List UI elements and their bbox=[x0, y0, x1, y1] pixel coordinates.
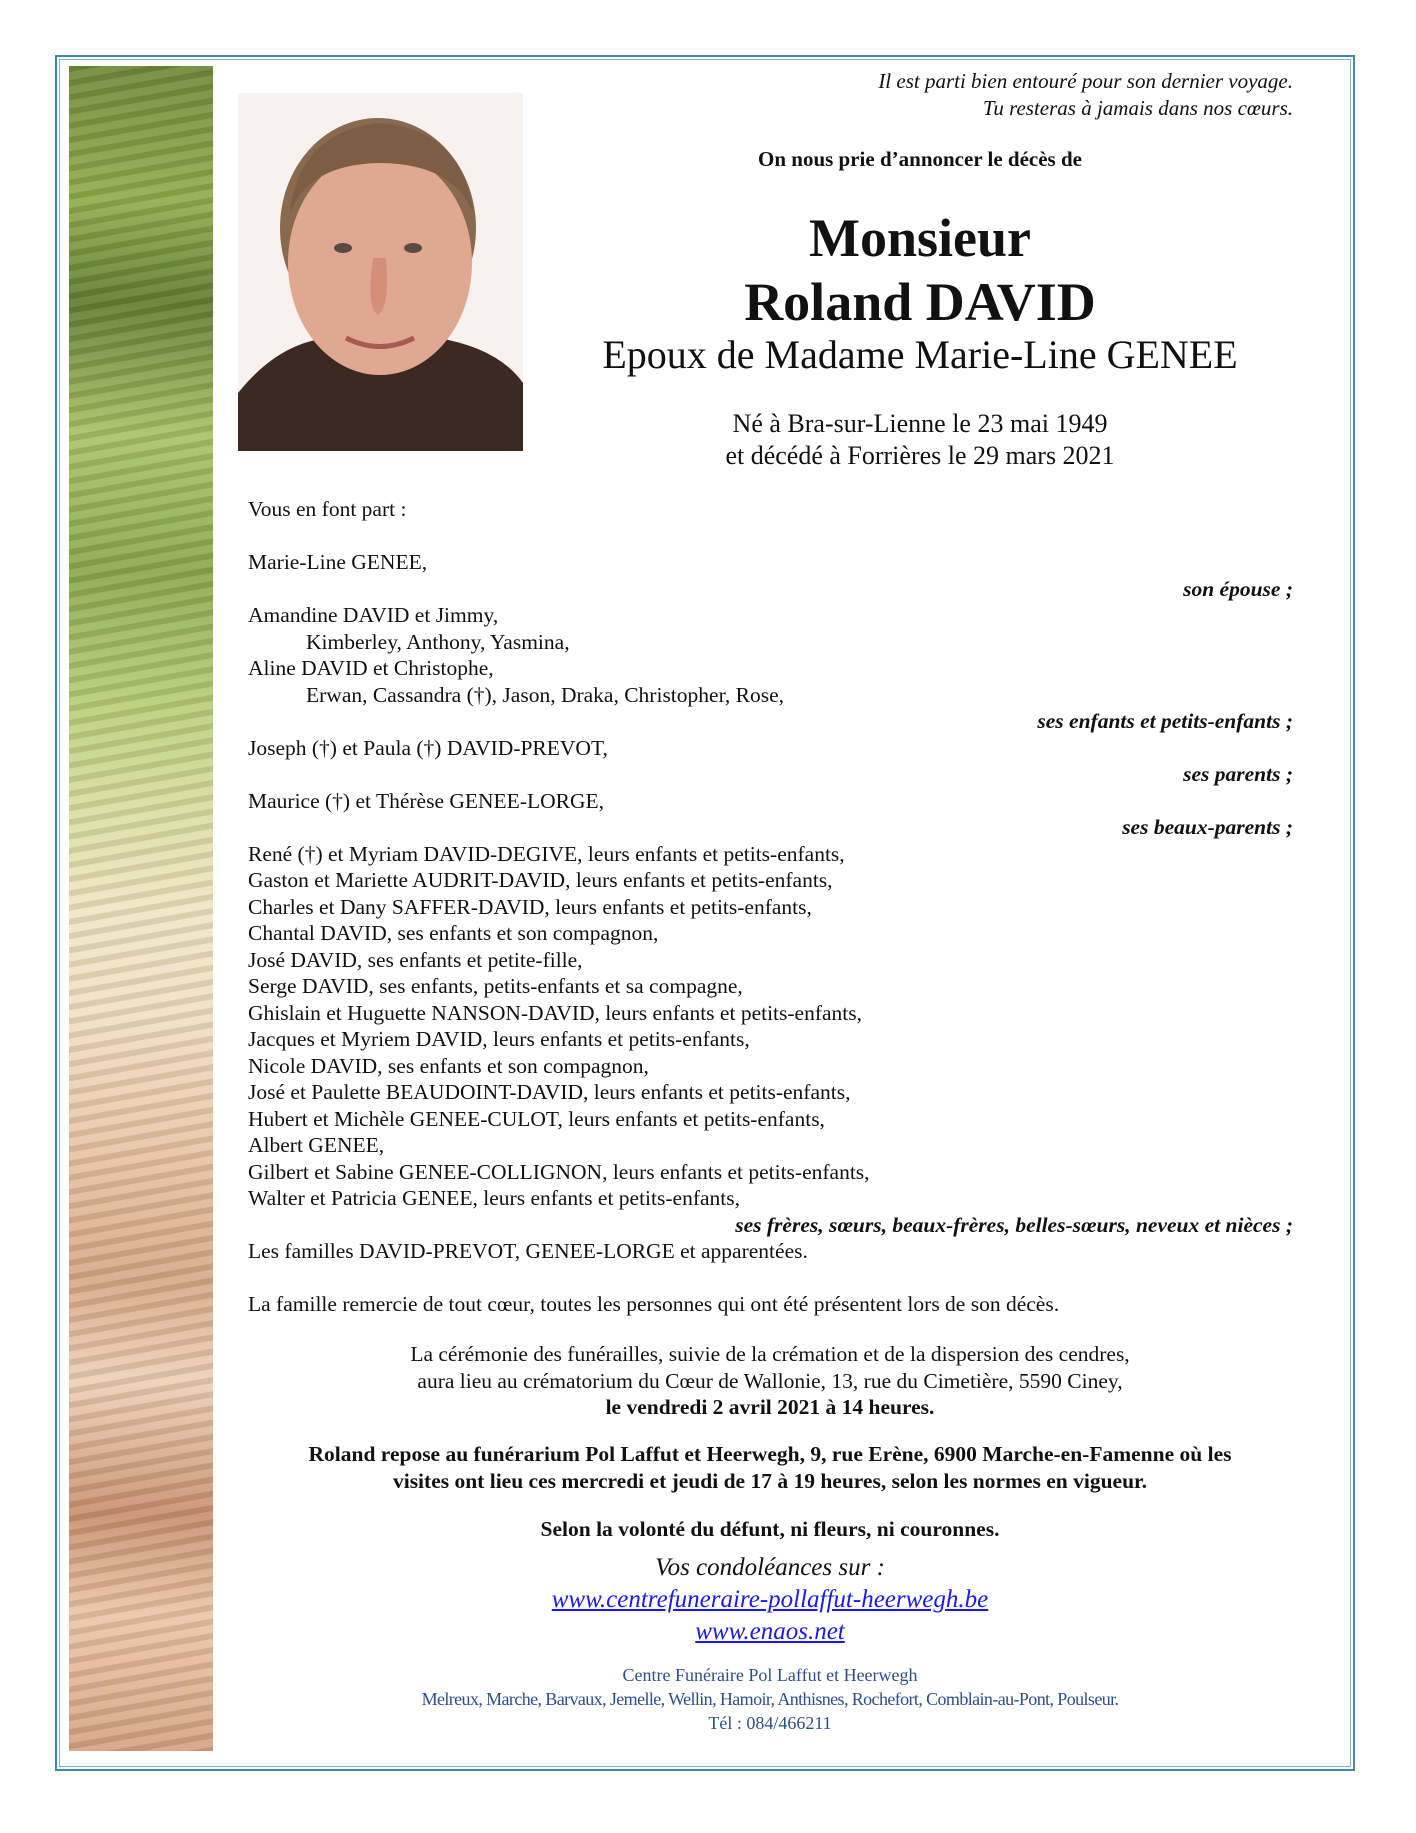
flowers-wish: Selon la volonté du défunt, ni fleurs, ni couronnes. bbox=[540, 1517, 1000, 1541]
condolences-label: Vos condoléances sur : bbox=[655, 1554, 885, 1581]
announcement-intro: On nous prie d’annoncer le décès de bbox=[758, 147, 1082, 171]
relationship-label: ses enfants et petits-enfants ; bbox=[1037, 709, 1293, 733]
family-line: José DAVID, ses enfants et petite-fille, bbox=[248, 947, 583, 972]
enaos-link[interactable]: www.enaos.net bbox=[695, 1618, 845, 1645]
visitation-info bbox=[170, 1441, 1370, 1494]
death-line: et décédé à Forrières le 29 mars 2021 bbox=[725, 441, 1115, 470]
family-line: Erwan, Cassandra (†), Jason, Draka, Christopher, Rose, bbox=[306, 682, 784, 707]
family-line: José et Paulette BEAUDOINT-DAVID, leurs enfants et petits-enfants, bbox=[248, 1080, 851, 1104]
family-line: Gilbert et Sabine GENEE-COLLIGNON, leurs enfants et petits-enfants, bbox=[248, 1159, 870, 1184]
funeral-home-footer bbox=[200, 1663, 1340, 1735]
condolences-section bbox=[200, 1552, 1340, 1648]
epitaph-quote bbox=[878, 68, 1293, 122]
ceremony-date: le vendredi 2 avril 2021 à 14 heures. bbox=[605, 1395, 935, 1419]
relationship-label: ses beaux-parents ; bbox=[1122, 815, 1293, 839]
family-line: Kimberley, Anthony, Yasmina, bbox=[306, 629, 570, 654]
family-line: Walter et Patricia GENEE, leurs enfants et petits-enfants, bbox=[248, 1186, 740, 1210]
family-list bbox=[248, 496, 1293, 1318]
deceased-portrait-photo bbox=[238, 93, 523, 451]
family-line: Les familles DAVID-PREVOT, GENEE-LORGE et apparentées. bbox=[248, 1239, 808, 1263]
visitation-line: visites ont lieu ces mercredi et jeudi de 17 à 19 heures, selon les normes en vigueur. bbox=[392, 1468, 1148, 1493]
family-line bbox=[248, 1265, 1293, 1292]
family-line: Joseph (†) et Paula (†) DAVID-PREVOT, bbox=[248, 735, 608, 760]
family-line: René (†) et Myriam DAVID-DEGIVE, leurs enfants et petits-enfants, bbox=[248, 841, 845, 866]
family-line: Vous en font part : bbox=[248, 497, 407, 521]
relationship-label: son épouse ; bbox=[1183, 576, 1293, 601]
family-line: Gaston et Mariette AUDRIT-DAVID, leurs enfants et petits-enfants, bbox=[248, 868, 833, 892]
family-line: Nicole DAVID, ses enfants et son compagnon, bbox=[248, 1053, 649, 1078]
family-line: Jacques et Myriem DAVID, leurs enfants et petits-enfants, bbox=[248, 1027, 750, 1051]
life-dates bbox=[560, 408, 1280, 472]
visitation-line: Roland repose au funérarium Pol Laffut et Heerwegh, 9, rue Erène, 6900 Marche-en-Famenne où les bbox=[308, 1442, 1232, 1466]
funeral-center-link[interactable]: www.centrefuneraire-pollaffut-heerwegh.be bbox=[551, 1586, 989, 1613]
spouse-line: Epoux de Madame Marie-Line GENEE bbox=[602, 332, 1238, 377]
family-line: Amandine DAVID et Jimmy, bbox=[248, 603, 499, 627]
family-line: Albert GENEE, bbox=[248, 1133, 385, 1157]
ceremony-line: aura lieu au crématorium du Cœur de Wallonie, 13, rue du Cimetière, 5590 Ciney, bbox=[417, 1368, 1123, 1393]
honorific-title: Monsieur bbox=[809, 208, 1031, 268]
family-line: La famille remercie de tout cœur, toutes les personnes qui ont été présentent lors de son décès. bbox=[248, 1292, 1060, 1316]
birth-line: Né à Bra-sur-Lienne le 23 mai 1949 bbox=[732, 409, 1108, 438]
quote-line: Il est parti bien entouré pour son dernier voyage. bbox=[878, 69, 1293, 93]
decorative-forest-path-image bbox=[69, 66, 213, 1751]
family-line: Aline DAVID et Christophe, bbox=[248, 656, 494, 680]
family-line: Chantal DAVID, ses enfants et son compagnon, bbox=[248, 921, 659, 945]
ceremony-info bbox=[200, 1341, 1340, 1421]
relationship-label: ses parents ; bbox=[1183, 762, 1293, 786]
funeral-home-locations: Melreux, Marche, Barvaux, Jemelle, Wellin, Hamoir, Anthisnes, Rochefort, Comblain-au-Pont, Poulseur. bbox=[421, 1689, 1119, 1709]
family-line bbox=[248, 523, 1293, 550]
relationship-label: ses frères, sœurs, beaux-frères, belles-sœurs, neveux et nièces ; bbox=[735, 1212, 1293, 1237]
funeral-home-phone: Tél : 084/466211 bbox=[708, 1713, 832, 1733]
family-line: Ghislain et Huguette NANSON-DAVID, leurs enfants et petits-enfants, bbox=[248, 1000, 863, 1025]
ceremony-line: La cérémonie des funérailles, suivie de la crémation et de la dispersion des cendres, bbox=[410, 1342, 1130, 1366]
quote-line: Tu resteras à jamais dans nos cœurs. bbox=[982, 96, 1293, 120]
family-line: Charles et Dany SAFFER-DAVID, leurs enfants et petits-enfants, bbox=[248, 894, 812, 919]
family-line: Serge DAVID, ses enfants, petits-enfants et sa compagne, bbox=[248, 974, 743, 998]
family-line: Maurice (†) et Thérèse GENEE-LORGE, bbox=[248, 788, 605, 813]
funeral-home-name: Centre Funéraire Pol Laffut et Heerwegh bbox=[622, 1665, 918, 1685]
deceased-name: Roland DAVID bbox=[744, 272, 1096, 332]
family-line: Hubert et Michèle GENEE-CULOT, leurs enfants et petits-enfants, bbox=[248, 1106, 825, 1131]
family-line: Marie-Line GENEE, bbox=[248, 550, 428, 574]
